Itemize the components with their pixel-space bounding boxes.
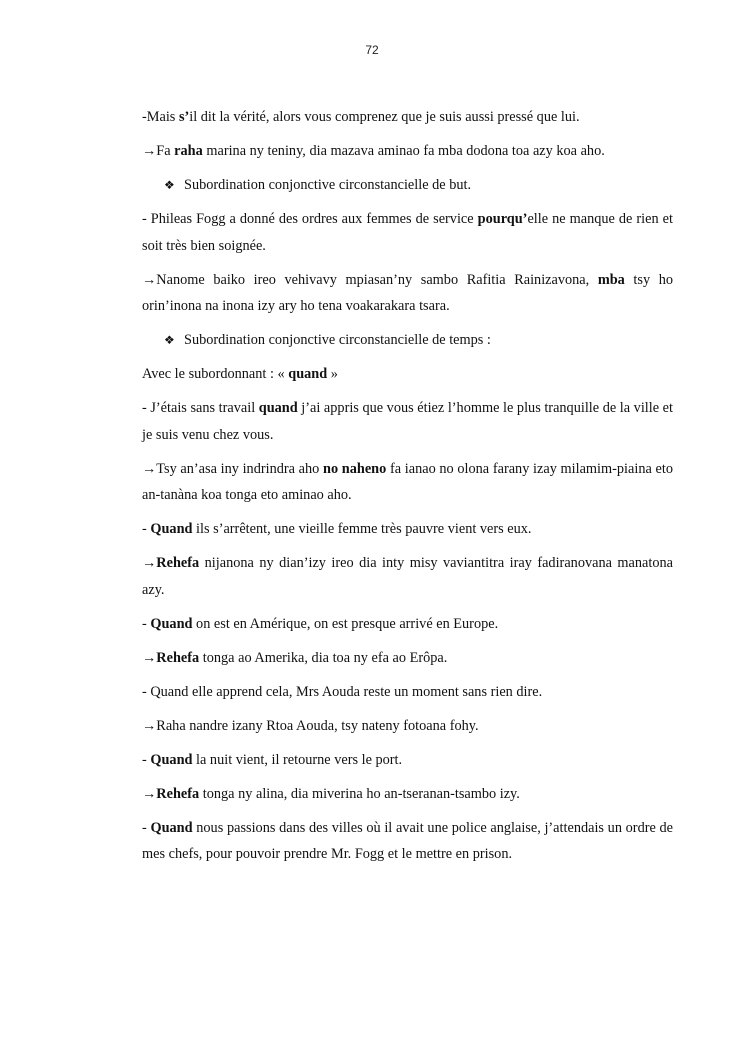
text-run: Subordination conjonctive circonstancielle de but. (184, 177, 472, 193)
bold-term: Rehefa (156, 649, 200, 666)
text-run: tonga ao Amerika, dia toa ny efa ao Erôpa. (199, 649, 448, 666)
text-run: marina ny teniny, dia mazava aminao fa mba dodona toa azy koa aho. (202, 143, 605, 159)
text-run: on est en Amérique, on est presque arrivé en Europe. (192, 615, 499, 632)
document-body (142, 104, 673, 875)
text-run: la nuit vient, il retourne vers le port. (192, 751, 403, 768)
paragraph (142, 361, 673, 388)
text-run: nijanona ny dian’izy ireo dia inty misy vaviantitra iray fadiranovana manatona azy. (142, 555, 673, 598)
text-run: Avec le subordonnant : « (142, 366, 289, 382)
paragraph (142, 395, 673, 448)
bold-term: raha (174, 143, 203, 159)
text-run: elle ne manque de rien et soit très bien soignée. (142, 211, 673, 254)
paragraph (142, 206, 673, 259)
text-run: tsy ho orin’inona na inona izy ary ho tena voakarakara tsara. (142, 271, 673, 314)
text-run: - Phileas Fogg a donné des ordres aux femmes de service (142, 211, 478, 227)
bold-term: Quand (150, 819, 193, 836)
text-run: fa ianao no olona farany izay milamim-piaina eto an-tanàna koa tonga eto aminao aho. (142, 460, 673, 503)
paragraph (142, 611, 673, 638)
bold-term: s’ (178, 109, 190, 125)
bold-term: Quand (150, 751, 193, 768)
paragraph (142, 550, 673, 603)
text-run: →Fa (142, 143, 175, 159)
text-run: » (327, 366, 338, 382)
text-run: - Quand elle apprend cela, Mrs Aouda reste un moment sans rien dire. (142, 683, 543, 700)
paragraph (142, 267, 673, 320)
text-run: tonga ny alina, dia miverina ho an-tseranan-tsambo izy. (199, 785, 520, 802)
bold-term: Quand (150, 615, 193, 632)
text-run: - J’étais sans travail (142, 400, 259, 416)
text-run: →Tsy an’asa iny indrindra aho (142, 460, 323, 477)
text-run: - (142, 751, 151, 768)
paragraph (142, 516, 673, 543)
paragraph (142, 713, 673, 740)
text-run: - (142, 521, 151, 537)
paragraph (142, 138, 673, 165)
bold-term: Quand (150, 521, 193, 537)
bold-term: quand (258, 400, 298, 416)
text-run: - (142, 819, 151, 836)
bold-term: mba (597, 271, 625, 288)
bullet-heading (142, 172, 673, 199)
bold-term: Rehefa (156, 555, 200, 571)
paragraph (142, 815, 673, 868)
bold-term: quand (288, 366, 328, 382)
text-run: nous passions dans des villes où il avait une police anglaise, j’attendais un ordre de mes chefs, pour pouvoir prendre Mr. Fogg et le mettre en prison. (142, 819, 673, 862)
text-run: -Mais (142, 109, 179, 125)
text-run: Subordination conjonctive circonstancielle de temps : (184, 332, 491, 348)
text-run: - (142, 615, 151, 632)
page-number: 72 (365, 43, 379, 57)
paragraph (142, 645, 673, 672)
diamond-bullet-icon: ❖ (164, 333, 175, 347)
text-run: → (142, 555, 157, 571)
text-run: il dit la vérité, alors vous comprenez que je suis aussi pressé que lui. (189, 109, 580, 125)
text-run: →Raha nandre izany Rtoa Aouda, tsy nateny fotoana fohy. (142, 717, 479, 734)
paragraph (142, 104, 673, 131)
bold-term: Rehefa (156, 785, 200, 802)
paragraph (142, 781, 673, 808)
text-run: j’ai appris que vous étiez l’homme le plus tranquille de la ville et je suis venu chez vous. (142, 400, 673, 443)
paragraph (142, 679, 673, 706)
text-run: → (142, 649, 157, 666)
diamond-bullet-icon: ❖ (164, 178, 175, 192)
paragraph (142, 456, 673, 509)
bold-term: pourqu’ (477, 211, 528, 227)
text-run: →Nanome baiko ireo vehivavy mpiasan’ny sambo Rafitia Rainizavona, (142, 271, 598, 288)
bold-term: no naheno (323, 460, 387, 477)
paragraph (142, 747, 673, 774)
text-run: ils s’arrêtent, une vieille femme très pauvre vient vers eux. (192, 521, 532, 537)
bullet-heading (142, 327, 673, 354)
text-run: → (142, 785, 157, 802)
